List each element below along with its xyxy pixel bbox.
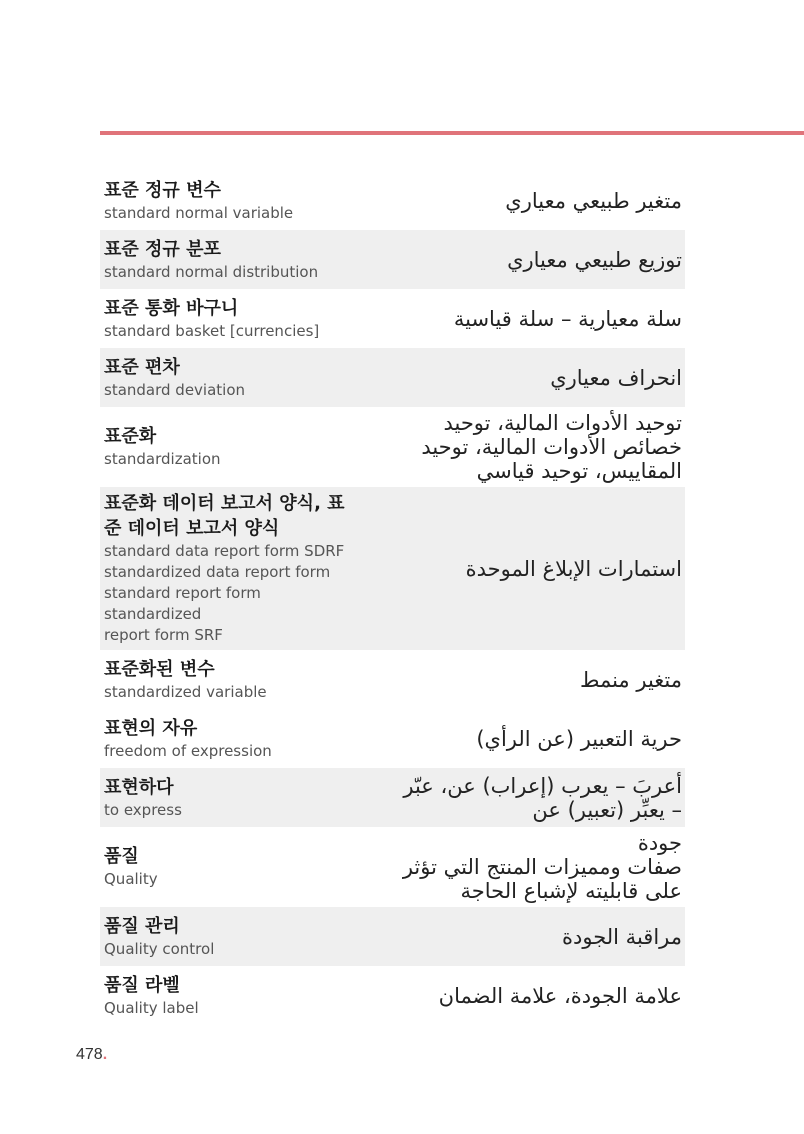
arabic-term: متغير طبيعي معياري (505, 189, 682, 213)
entry-terms (104, 973, 359, 1019)
arabic-term: مراقبة الجودة (562, 924, 682, 949)
english-term: to express (104, 800, 182, 819)
english-term: Quality label (104, 998, 199, 1017)
glossary-entry (100, 650, 685, 709)
glossary-entry (100, 907, 685, 966)
glossary-entries (100, 172, 685, 1025)
english-term: Quality (104, 870, 158, 888)
korean-term: 표현하다 (104, 776, 174, 798)
english-term: standard data report form SDRF standardized data report form standard report form standardized report form SRF (104, 542, 345, 644)
english-term: freedom of expression (104, 741, 272, 760)
glossary-entry (100, 407, 685, 487)
korean-term: 표준 통화 바구니 (104, 297, 239, 319)
arabic-term: حرية التعبير (عن الرأي) (476, 726, 682, 751)
glossary-entry (100, 709, 685, 768)
korean-term: 표현의 자유 (104, 717, 198, 739)
english-term: standard basket [currencies] (104, 321, 320, 340)
entry-terms (104, 775, 359, 821)
glossary-entry (100, 966, 685, 1025)
arabic-term: علامة الجودة، علامة الضمان (438, 983, 682, 1008)
english-term: Quality control (104, 939, 215, 958)
entry-terms (104, 491, 359, 646)
glossary-entry (100, 768, 685, 827)
korean-term: 표준 정규 분포 (104, 238, 221, 260)
entry-terms (104, 716, 359, 762)
korean-term: 품질 관리 (104, 915, 180, 937)
entry-terms (104, 296, 359, 342)
top-rule (100, 131, 804, 135)
english-term: standardization (104, 450, 221, 468)
english-term: standard normal variable (104, 204, 294, 222)
glossary-entry (100, 230, 685, 289)
entry-terms (104, 355, 359, 401)
arabic-term: متغير منمط (580, 667, 682, 692)
arabic-term: سلة معيارية – سلة قياسية (453, 306, 682, 331)
page-number (76, 1046, 107, 1064)
arabic-term: استمارات الإبلاغ الموحدة (465, 556, 682, 581)
korean-term: 표준 정규 변수 (104, 180, 221, 201)
glossary-entry (100, 348, 685, 407)
korean-term: 표준화된 변수 (104, 658, 215, 680)
page-number-value: 478 (76, 1046, 103, 1063)
glossary-entry (100, 289, 685, 348)
entry-terms (104, 237, 359, 283)
entry-terms (104, 914, 359, 960)
english-term: standard deviation (104, 380, 246, 399)
korean-term: 품질 라벨 (104, 974, 180, 996)
entry-terms (104, 424, 359, 470)
korean-term: 표준화 (104, 426, 157, 447)
entry-terms (104, 844, 359, 890)
arabic-term: أعربَ – يعرب (إعراب) عن، عبّر – يعبِّر (تعبير) عن (403, 773, 682, 822)
english-term: standardized variable (104, 682, 267, 701)
korean-term: 표준화 데이터 보고서 양식, 표 준 데이터 보고서 양식 (104, 493, 345, 539)
glossary-entry (100, 827, 685, 907)
arabic-term: جودة صفات ومميزات المنتج التي تؤثر على قابليته لإشباع الحاجة (402, 831, 682, 903)
korean-term: 품질 (104, 846, 139, 867)
glossary-entry (100, 172, 685, 230)
entry-terms (104, 178, 359, 224)
arabic-term: انحراف معياري (550, 365, 682, 390)
arabic-term: توزيع طبيعي معياري (507, 247, 682, 272)
entry-terms (104, 657, 359, 703)
arabic-term: توحيد الأدوات المالية، توحيد خصائص الأدوات المالية، توحيد المقاييس، توحيد قياسي (421, 411, 682, 483)
english-term: standard normal distribution (104, 262, 319, 281)
glossary-entry (100, 487, 685, 650)
korean-term: 표준 편차 (104, 356, 180, 378)
page-number-dot: . (102, 1046, 108, 1063)
